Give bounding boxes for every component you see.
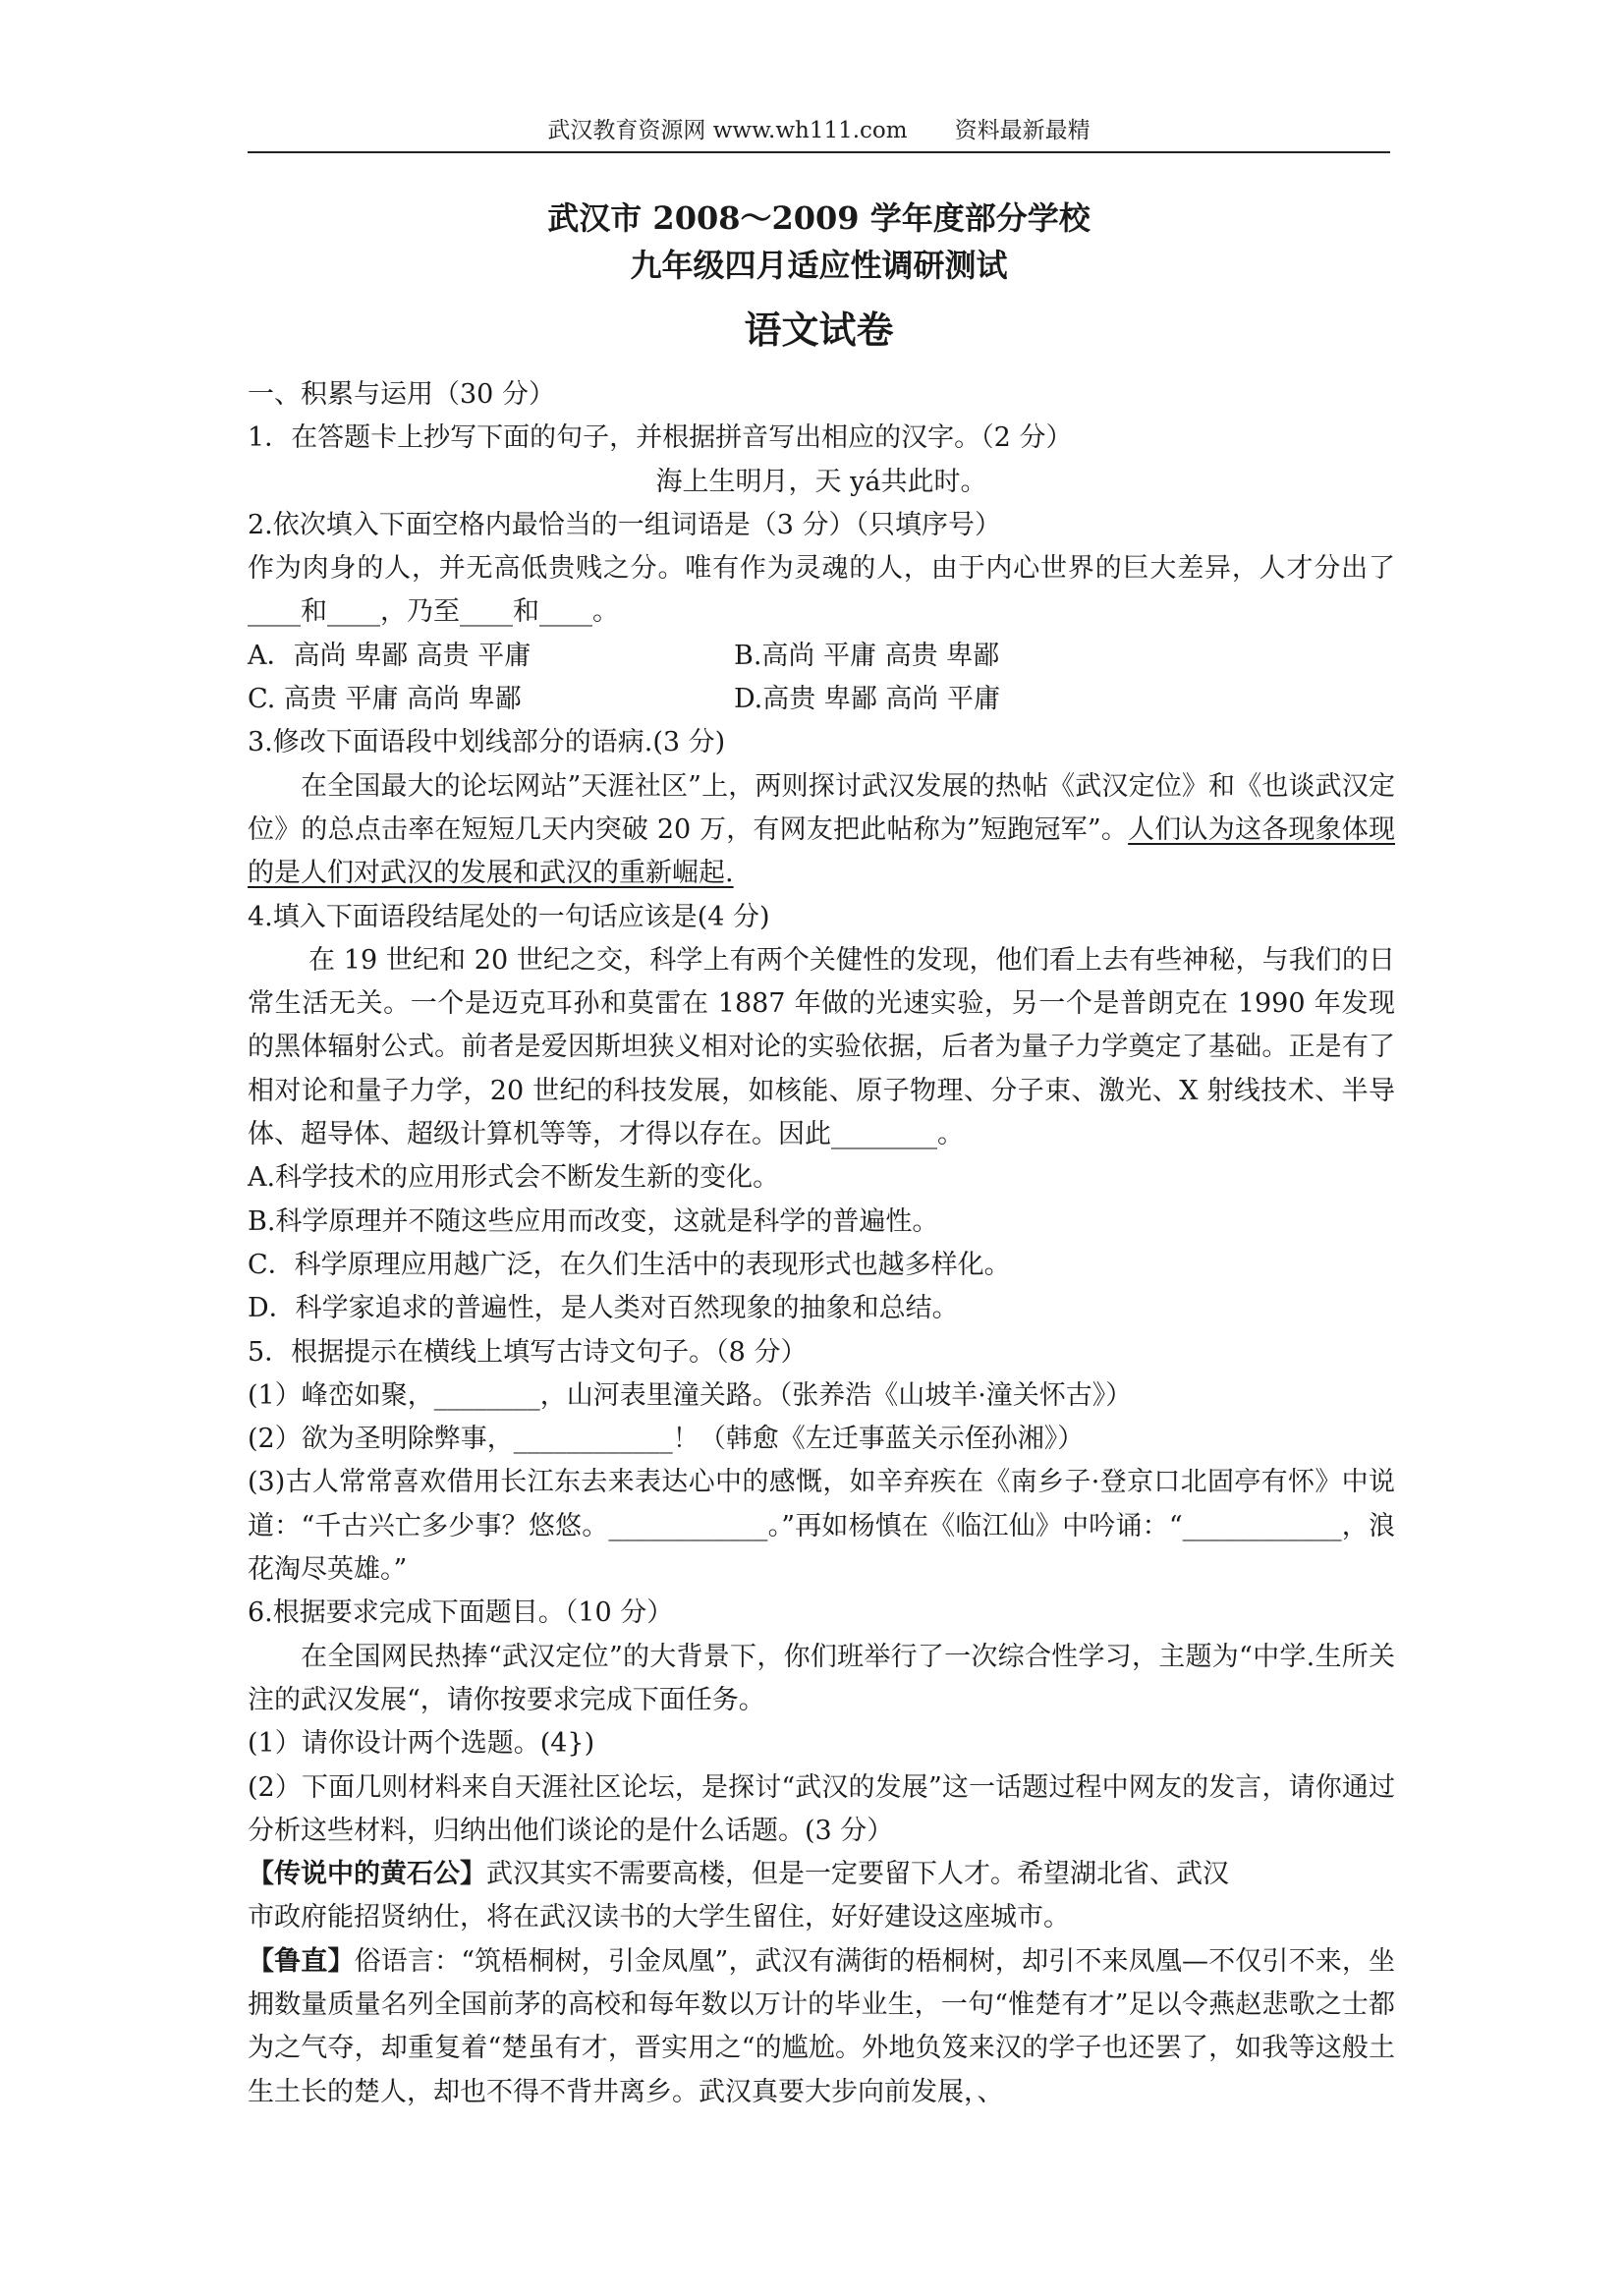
title-block — [248, 195, 1390, 360]
q4-text: 在 19 世纪和 20 世纪之交，科学上有两个关健性的发现，他们看上去有些神秘，与我们的日常生活无关。一个是迈克耳孙和莫雷在 1887 年做的光速实验，另一个是普朗克在 1990 年发现的黑体辐射公式。前者是爱因斯坦狭义相对论的实验依据，后者为量子力学奠定了基础。正是有了相对论和量子力学，20 世纪的科技发展，如核能、原子物理、分子束、激光、X 射线技术、半导体、超导体、超级计算机等等，才得以存在。因此________。 — [248, 944, 1395, 1150]
exam-body — [248, 373, 1395, 2114]
q4-option-b: B.科学原理并不随这些应用而改变，这就是科学的普遍性。 — [248, 1205, 939, 1237]
section-heading: 一、积累与运用（30 分） — [248, 379, 555, 410]
q2-options-row-1 — [248, 635, 1395, 678]
material-2 — [248, 1940, 1395, 2114]
q6-stem: 6.根据要求完成下面题目。（10 分） — [248, 1597, 674, 1629]
q1-stem: 1．在答题卡上抄写下面的句子，并根据拼音写出相应的汉字。（2 分） — [248, 422, 1073, 454]
material-1-text-2: 市政府能招贤纳仕，将在武汉读书的大学生留住，好好建设这座城市。 — [248, 1902, 1070, 1933]
q2-options-row-2 — [248, 678, 1395, 721]
material-1-line-1 — [248, 1853, 1395, 1896]
q4-option-a: A.科学技术的应用形式会不断发生新的变化。 — [248, 1162, 780, 1194]
q2-text: 作为肉身的人，并无高低贵贱之分。唯有作为灵魂的人，由于内心世界的巨大差异，人才分出了____和____，乃至____和____。 — [248, 553, 1395, 628]
q2-option-a: A．高尚 卑鄙 高贵 平庸 — [248, 640, 532, 671]
q5-item-3: (3)古人常常喜欢借用长江东去来表达心中的感慨，如辛弃疾在《南乡子·登京口北固亭有怀》中说道：“千古兴亡多少事？悠悠。____________。”再如杨慎在《临江仙》中吟诵：“____________，浪花淘尽英雄。” — [248, 1467, 1395, 1586]
q5-item-1: (1）峰峦如聚，________，山河表里潼关路。（张养浩《山坡羊·潼关怀古》） — [248, 1379, 1133, 1411]
material-1-tag: 【传说中的黄石公】 — [248, 1859, 486, 1890]
header-site: 武汉教育资源网 www.wh111.com — [547, 118, 908, 143]
header-slogan: 资料最新最精 — [954, 118, 1091, 143]
material-2-text: 俗语言：“筑梧桐树，引金凤凰”，武汉有满街的梧桐树，却引不来凤凰—不仅引不来，坐拥数量质量名列全国前茅的高校和每年数以万计的毕业生，一句“惟楚有才”足以令燕赵悲歌之士都为之气夺，却重复着“楚虽有才，晋实用之“的尴尬。外地负笈来汉的学子也还罢了，如我等这般土生土长的楚人，却也不得不背井离乡。武汉真要大步向前发展，、 — [248, 1945, 1396, 2107]
q2-option-b: B.高尚 平庸 高贵 卑鄙 — [734, 640, 1000, 671]
title-line-2: 九年级四月适应性调研测试 — [630, 247, 1008, 284]
q6-intro: 在全国网民热捧“武汉定位”的大背景下，你们班举行了一次综合性学习，主题为“中学.生所关注的武汉发展“，请你按要求完成下面任务。 — [248, 1641, 1395, 1715]
q6-sub-2: (2）下面几则材料来自天涯社区论坛，是探讨“武汉的发展”这一话题过程中网友的发言，请你通过分析这些材料，归纳出他们谈论的是什么话题。(3 分） — [248, 1771, 1395, 1846]
q5-item-2: (2）欲为圣明除弊事，____________！（韩愈《左迁事蓝关示侄孙湘》） — [248, 1424, 1085, 1455]
material-1-text-1: 武汉其实不需要高楼，但是一定要留下人才。希望湖北省、武汉 — [486, 1859, 1229, 1890]
q3-underlined-sentence: 人们认为这各现象体现的是人们对武汉的发展和武汉的重新崛起. — [248, 813, 1395, 889]
q4-stem: 4.填入下面语段结尾处的一句话应该是(4 分) — [248, 901, 770, 932]
q6-sub-1: (1）请你设计两个选题。(4}) — [248, 1728, 595, 1760]
q2-option-d: D.高贵 卑鄙 高尚 平庸 — [734, 684, 1001, 715]
q3-text — [248, 765, 1395, 896]
q1-sentence: 海上生明月，天 yá共此时。 — [655, 466, 987, 497]
q3-stem: 3.修改下面语段中划线部分的语病.(3 分) — [248, 727, 726, 758]
q3-passage: 在全国最大的论坛网站”天涯社区”上，两则探讨武汉发展的热帖《武汉定位》和《也谈武汉定位》的总点击率在短短几天内突破 20 万，有网友把此帖称为”短跑冠军”。 — [248, 770, 1395, 845]
q5-stem: 5．根据提示在横线上填写古诗文句子。（8 分） — [248, 1336, 808, 1368]
header-rule — [248, 151, 1390, 153]
material-2-tag: 【鲁直】 — [248, 1945, 355, 1977]
paper-title: 语文试卷 — [744, 308, 894, 352]
q4-option-d: D．科学家追求的普遍性，是人类对百然现象的抽象和总结。 — [248, 1293, 959, 1324]
q2-option-c: C. 高贵 平庸 高尚 卑鄙 — [248, 684, 522, 715]
q2-stem: 2.依次填入下面空格内最恰当的一组词语是（3 分）（只填序号） — [248, 509, 1002, 540]
q4-option-c: C．科学原理应用越广泛，在久们生活中的表现形式也越多样化。 — [248, 1249, 1011, 1280]
page-header — [248, 114, 1390, 147]
title-line-1: 武汉市 2008～2009 学年度部分学校 — [547, 199, 1091, 237]
